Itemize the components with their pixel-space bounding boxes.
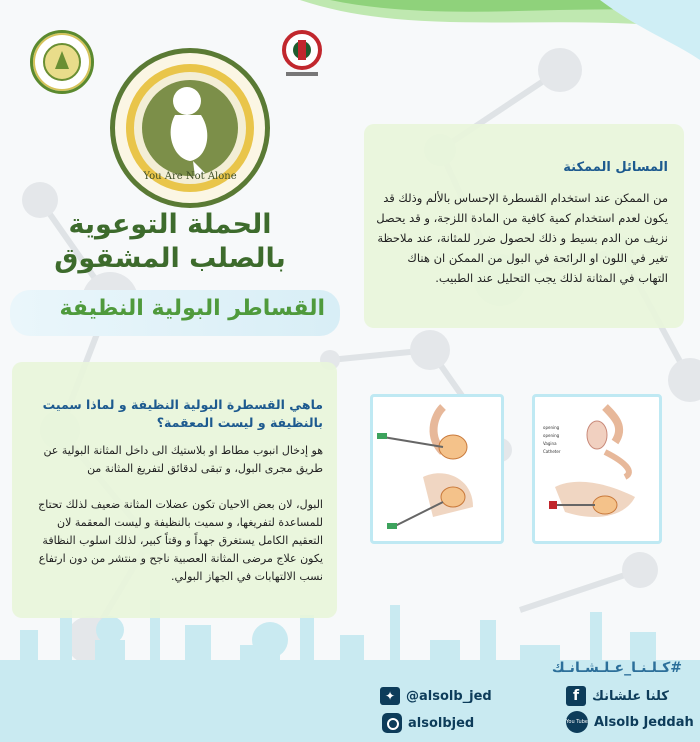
definition-title: ماهي القسطرة البولية النظيفة و لماذا سميت بالنظيفة و ليست المعقمة؟	[42, 397, 323, 430]
association-emblem-icon	[33, 33, 91, 91]
association-logo	[30, 30, 94, 94]
campaign-title	[50, 208, 290, 276]
twitter-handle: @alsolb_jed	[406, 688, 492, 704]
section-title: القساطر البولية النظيفة	[59, 296, 325, 321]
catheter-illustration-male	[370, 394, 504, 544]
catheter-illustration-female	[532, 394, 662, 544]
footer-instagram[interactable]	[382, 712, 474, 734]
definition-paragraph-2: البول، لان بعض الاحيان تكون عضلات المثانة ضعيف لذلك تحتاج للمساعدة لتفريغها، و سميت بالنظيفة و ليست المعقمة لان التعقيم الكامل يستغرق جهداً و وقتاً كبير، لذلك اسلوب النظافة يكون علاج مرضى المثانة العصبية ناجح و منتشر من دون ارتفاع نسب الالتهابات في الجهاز البولي.	[38, 498, 323, 583]
campaign-title-line2: بالصلب المشقوق	[54, 243, 286, 274]
campaign-logo-text: You Are Not Alone	[143, 171, 237, 182]
illustration-label-catheter: Catheter	[543, 449, 561, 454]
facebook-icon: f	[566, 686, 586, 706]
instagram-handle: alsolbjed	[408, 715, 475, 731]
illustration-label-opening-2: opening	[543, 433, 560, 438]
youtube-icon: You Tube	[566, 711, 588, 733]
campaign-logo	[110, 48, 270, 208]
definition-card	[12, 362, 337, 618]
facebook-name: كلنا علشانك	[592, 688, 669, 704]
illustration-label-opening-1: opening	[543, 425, 560, 430]
footer-youtube[interactable]	[566, 710, 694, 734]
complications-card	[364, 124, 684, 328]
male-catheter-diagram-icon	[373, 397, 501, 541]
section-banner	[10, 290, 340, 336]
youtube-channel: Alsolb Jeddah	[594, 714, 694, 730]
definition-paragraph-1: هو إدخال انبوب مطاط او بلاستيك الى داخل المثانة البولية عن طريق مجرى البول، و تبقى لدقائق لتفريغ المثانة من	[43, 444, 323, 475]
footer-facebook[interactable]	[566, 686, 669, 706]
footer-twitter[interactable]	[380, 686, 492, 706]
hospital-emblem-icon	[278, 28, 326, 82]
female-catheter-diagram-icon	[535, 397, 659, 541]
instagram-icon	[382, 713, 402, 733]
complications-body: من الممكن عند استخدام القسطرة الإحساس بالألم وذلك قد يكون لعدم استخدام كمية كافية من المادة اللزجة، و قد يحصل نزيف من الدم بسيط و ذلك لحصول ضرر للمثانة، عند ملاحظة تغير في اللون او الرائحة في البول من الممكن ان هناك التهاب في المثانة لذلك يجب التحليل عند الطبيب.	[376, 191, 668, 285]
footer-hashtag: #كـلـنـا_عـلـشـانـك	[551, 660, 682, 676]
complications-title: المسائل الممكنة	[563, 160, 668, 175]
hospital-logo	[278, 28, 326, 82]
campaign-title-line1: الحملة التوعوية	[68, 209, 272, 240]
illustration-label-vagina: Vagina	[543, 441, 557, 446]
twitter-icon: ✦	[380, 687, 400, 705]
